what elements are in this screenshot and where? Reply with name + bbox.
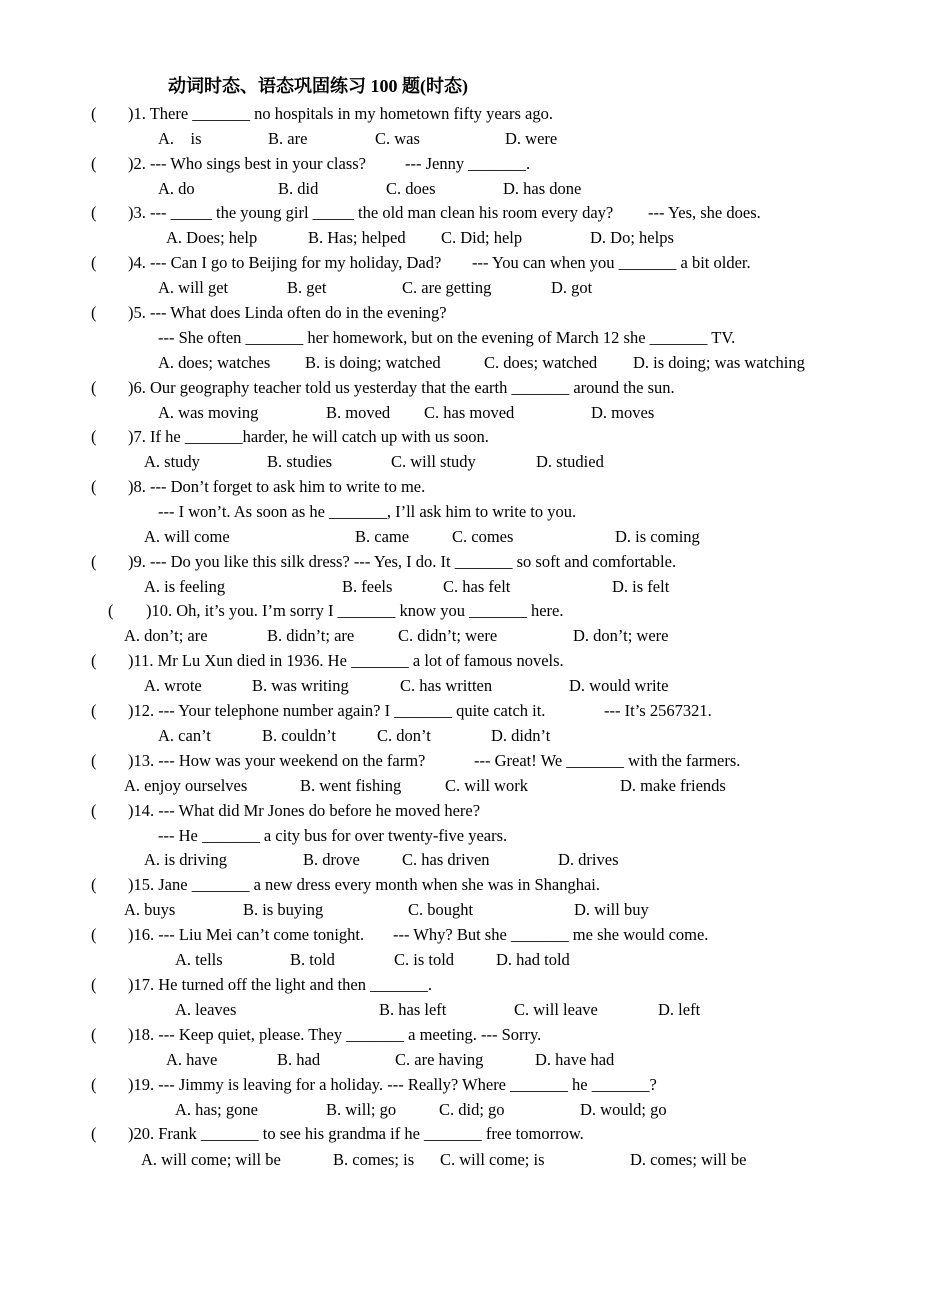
question-number: 10.: [151, 601, 173, 620]
answer-bracket-open: (: [91, 1025, 97, 1044]
question-5-text: [128, 303, 447, 323]
option-b: B. came: [355, 527, 410, 546]
question-3: [0, 203, 950, 223]
question-18-options: [0, 1050, 950, 1070]
option-a: A. study: [144, 452, 200, 471]
question-10-text: [146, 601, 564, 621]
question-stem: --- Jimmy is leaving for a holiday. --- Really? Where _______ he _______?: [158, 1075, 657, 1094]
question-11: [0, 651, 950, 671]
option-d: D. studied: [536, 452, 604, 471]
question-14-options: [0, 850, 950, 870]
option-b: B. studies: [267, 452, 333, 471]
option-a: A. will come; will be: [141, 1150, 281, 1169]
option-c: C. don’t: [377, 726, 431, 745]
answer-bracket-close: ): [128, 303, 134, 322]
option-d: D. would; go: [580, 1100, 667, 1119]
question-number: 3.: [133, 203, 146, 222]
option-b: B. had: [277, 1050, 321, 1069]
option-a: A. is driving: [144, 850, 227, 869]
option-b: B. get: [287, 278, 327, 297]
question-4: [0, 253, 950, 273]
option-d: D. left: [658, 1000, 701, 1019]
question-stem-reply: --- You can when you _______ a bit older.: [472, 253, 751, 272]
question-20-text: [128, 1124, 584, 1144]
option-b: B. Has; helped: [308, 228, 406, 247]
question-3-text: [128, 203, 613, 223]
option-a: A. buys: [124, 900, 176, 919]
question-stem: --- What does Linda often do in the evening?: [150, 303, 447, 322]
option-d: D. got: [551, 278, 593, 297]
option-a: A. leaves: [175, 1000, 237, 1019]
question-number: 1.: [133, 104, 146, 123]
answer-bracket-close: ): [128, 1075, 134, 1094]
question-3-options: [0, 228, 950, 248]
question-2-options: [0, 179, 950, 199]
question-14-continuation: [0, 826, 950, 846]
question-9: [0, 552, 950, 572]
answer-bracket-close: ): [128, 253, 134, 272]
option-b: B. are: [268, 129, 308, 148]
option-a: A. will get: [158, 278, 229, 297]
question-19-text: [128, 1075, 657, 1095]
option-b: B. didn’t; are: [267, 626, 355, 645]
option-b: B. feels: [342, 577, 393, 596]
answer-bracket-close: ): [128, 477, 134, 496]
option-c: C. Did; help: [441, 228, 523, 247]
question-12-text: [128, 701, 545, 721]
option-a: A. wrote: [144, 676, 202, 695]
option-d: D. didn’t: [491, 726, 551, 745]
question-14: [0, 801, 950, 821]
answer-bracket-open: (: [91, 154, 97, 173]
option-b: B. moved: [326, 403, 391, 422]
answer-bracket-open: (: [91, 1124, 97, 1143]
question-number: 18.: [133, 1025, 155, 1044]
answer-bracket-open: (: [91, 104, 97, 123]
question-stem-reply: --- It’s 2567321.: [604, 701, 712, 720]
question-18-text: [128, 1025, 541, 1045]
option-d: D. is coming: [615, 527, 700, 546]
answer-bracket-open: (: [91, 477, 97, 496]
question-stem-continuation: --- I won’t. As soon as he _______, I’ll ask him to write to you.: [158, 502, 577, 521]
option-a: A. do: [158, 179, 195, 198]
question-10: [0, 601, 950, 621]
question-19: [0, 1075, 950, 1095]
question-stem: --- What did Mr Jones do before he moved here?: [158, 801, 481, 820]
question-stem: Frank _______ to see his grandma if he _______ free tomorrow.: [158, 1124, 584, 1143]
question-stem-reply: --- Jenny _______.: [405, 154, 531, 173]
option-c: C. will work: [445, 776, 528, 795]
question-2-text: [128, 154, 366, 174]
option-b: B. told: [290, 950, 335, 969]
question-stem: --- Liu Mei can’t come tonight.: [158, 925, 365, 944]
answer-bracket-open: (: [91, 751, 97, 770]
question-7: [0, 427, 950, 447]
answer-bracket-open: (: [91, 203, 97, 222]
answer-bracket-open: (: [91, 552, 97, 571]
option-c: C. was: [375, 129, 420, 148]
question-16: [0, 925, 950, 945]
option-a: A. will come: [144, 527, 230, 546]
answer-bracket-close: ): [128, 801, 134, 820]
question-9-options: [0, 577, 950, 597]
option-b: B. couldn’t: [262, 726, 336, 745]
question-13-text: [128, 751, 425, 771]
option-d: D. is felt: [612, 577, 670, 596]
option-d: D. Do; helps: [590, 228, 674, 247]
question-2: [0, 154, 950, 174]
option-c: C. does: [386, 179, 436, 198]
option-d: D. would write: [569, 676, 669, 695]
question-15-options: [0, 900, 950, 920]
question-number: 16.: [133, 925, 155, 944]
question-9-text: [128, 552, 676, 572]
option-c: C. has moved: [424, 403, 515, 422]
option-a: A. is feeling: [144, 577, 226, 596]
question-number: 9.: [133, 552, 146, 571]
question-8-continuation: [0, 502, 950, 522]
question-7-text: [128, 427, 489, 447]
question-number: 15.: [133, 875, 155, 894]
question-14-text: [128, 801, 480, 821]
option-a: A. enjoy ourselves: [124, 776, 248, 795]
question-8-options: [0, 527, 950, 547]
question-number: 4.: [133, 253, 146, 272]
option-a: A. has; gone: [175, 1100, 258, 1119]
question-number: 11.: [133, 651, 154, 670]
option-d: D. drives: [558, 850, 619, 869]
option-b: B. has left: [379, 1000, 447, 1019]
question-15-text: [128, 875, 600, 895]
question-stem: Our geography teacher told us yesterday that the earth _______ around the sun.: [150, 378, 675, 397]
option-b: B. did: [278, 179, 319, 198]
option-c: C. will study: [391, 452, 476, 471]
answer-bracket-close: ): [128, 751, 134, 770]
answer-bracket-close: ): [128, 1025, 134, 1044]
question-number: 2.: [133, 154, 146, 173]
question-5-continuation: [0, 328, 950, 348]
option-a: A. does; watches: [158, 353, 271, 372]
answer-bracket-close: ): [128, 925, 134, 944]
answer-bracket-open: (: [91, 303, 97, 322]
question-stem: --- Who sings best in your class?: [150, 154, 366, 173]
answer-bracket-close: ): [128, 378, 134, 397]
option-d: D. moves: [591, 403, 655, 422]
option-d: D. comes; will be: [630, 1150, 747, 1169]
question-10-options: [0, 626, 950, 646]
question-stem: There _______ no hospitals in my hometown fifty years ago.: [149, 104, 553, 123]
option-d: D. is doing; was watching: [633, 353, 805, 372]
question-number: 8.: [133, 477, 146, 496]
question-16-options: [0, 950, 950, 970]
option-b: B. went fishing: [300, 776, 402, 795]
option-c: C. comes: [452, 527, 514, 546]
question-20-options: [0, 1150, 950, 1170]
question-13: [0, 751, 950, 771]
option-c: C. bought: [408, 900, 474, 919]
option-b: B. was writing: [252, 676, 349, 695]
question-stem: Oh, it’s you. I’m sorry I _______ know you _______ here.: [176, 601, 564, 620]
question-stem: Mr Lu Xun died in 1936. He _______ a lot of famous novels.: [157, 651, 564, 670]
option-b: B. is doing; watched: [305, 353, 441, 372]
question-1-text: [128, 104, 553, 124]
option-c: C. will leave: [514, 1000, 598, 1019]
question-number: 20.: [133, 1124, 155, 1143]
option-c: C. didn’t; were: [398, 626, 498, 645]
question-stem: --- Do you like this silk dress? --- Yes, I do. It _______ so soft and comfortable.: [150, 552, 677, 571]
answer-bracket-open: (: [91, 253, 97, 272]
answer-bracket-open: (: [91, 925, 97, 944]
answer-bracket-close: ): [128, 975, 134, 994]
question-12: [0, 701, 950, 721]
answer-bracket-open: (: [91, 875, 97, 894]
option-b: B. is buying: [243, 900, 324, 919]
option-a: A. have: [166, 1050, 218, 1069]
question-8: [0, 477, 950, 497]
answer-bracket-open: (: [91, 651, 97, 670]
question-12-options: [0, 726, 950, 746]
question-stem-continuation: --- He _______ a city bus for over twenty-five years.: [158, 826, 508, 845]
question-stem: He turned off the light and then _______.: [158, 975, 432, 994]
option-c: C. are having: [395, 1050, 484, 1069]
answer-bracket-close: ): [128, 651, 134, 670]
question-6-options: [0, 403, 950, 423]
question-19-options: [0, 1100, 950, 1120]
question-stem-reply: --- Great! We _______ with the farmers.: [474, 751, 741, 770]
question-stem: --- Keep quiet, please. They _______ a meeting. --- Sorry.: [158, 1025, 542, 1044]
answer-bracket-open: (: [108, 601, 114, 620]
question-number: 7.: [133, 427, 146, 446]
question-number: 12.: [133, 701, 155, 720]
answer-bracket-close: ): [146, 601, 152, 620]
question-7-options: [0, 452, 950, 472]
option-d: D. make friends: [620, 776, 726, 795]
answer-bracket-close: ): [128, 875, 134, 894]
question-5-options: [0, 353, 950, 373]
answer-bracket-close: ): [128, 552, 134, 571]
option-c: C. is told: [394, 950, 455, 969]
question-15: [0, 875, 950, 895]
question-stem: If he _______harder, he will catch up with us soon.: [150, 427, 489, 446]
question-stem-continuation: --- She often _______ her homework, but on the evening of March 12 she _______ TV.: [158, 328, 736, 347]
question-stem-reply: --- Yes, she does.: [648, 203, 761, 222]
answer-bracket-close: ): [128, 203, 134, 222]
answer-bracket-open: (: [91, 801, 97, 820]
question-1-options: [0, 129, 950, 149]
question-6: [0, 378, 950, 398]
question-stem: --- How was your weekend on the farm?: [158, 751, 426, 770]
option-a: A. was moving: [158, 403, 259, 422]
answer-bracket-close: ): [128, 104, 134, 123]
option-d: D. had told: [496, 950, 570, 969]
answer-bracket-open: (: [91, 427, 97, 446]
option-a: A. can’t: [158, 726, 211, 745]
answer-bracket-close: ): [128, 1124, 134, 1143]
answer-bracket-open: (: [91, 1075, 97, 1094]
question-4-text: [128, 253, 441, 273]
answer-bracket-open: (: [91, 378, 97, 397]
option-b: B. will; go: [326, 1100, 397, 1119]
question-stem: --- _____ the young girl _____ the old man clean his room every day?: [150, 203, 614, 222]
option-c: C. are getting: [402, 278, 492, 297]
option-a: A. tells: [175, 950, 223, 969]
option-c: C. has written: [400, 676, 493, 695]
question-1: [0, 104, 950, 124]
option-c: C. did; go: [439, 1100, 505, 1119]
option-c: C. does; watched: [484, 353, 598, 372]
question-13-options: [0, 776, 950, 796]
option-c: C. has driven: [402, 850, 490, 869]
option-a: A. Does; help: [166, 228, 258, 247]
option-c: C. has felt: [443, 577, 511, 596]
question-number: 14.: [133, 801, 155, 820]
option-b: B. drove: [303, 850, 360, 869]
option-d: D. have had: [535, 1050, 615, 1069]
question-6-text: [128, 378, 675, 398]
question-16-text: [128, 925, 364, 945]
question-5: [0, 303, 950, 323]
answer-bracket-open: (: [91, 975, 97, 994]
answer-bracket-close: ): [128, 154, 134, 173]
question-stem: Jane _______ a new dress every month when she was in Shanghai.: [158, 875, 600, 894]
option-d: D. will buy: [574, 900, 649, 919]
answer-bracket-close: ): [128, 427, 134, 446]
question-4-options: [0, 278, 950, 298]
option-b: B. comes; is: [333, 1150, 415, 1169]
question-number: 13.: [133, 751, 155, 770]
question-11-text: [128, 651, 564, 671]
question-stem: --- Can I go to Beijing for my holiday, Dad?: [150, 253, 442, 272]
question-17: [0, 975, 950, 995]
question-number: 17.: [133, 975, 155, 994]
question-17-text: [128, 975, 432, 995]
question-18: [0, 1025, 950, 1045]
question-17-options: [0, 1000, 950, 1020]
question-11-options: [0, 676, 950, 696]
question-number: 5.: [133, 303, 146, 322]
option-a: A. is: [158, 129, 202, 148]
question-number: 6.: [133, 378, 146, 397]
answer-bracket-close: ): [128, 701, 134, 720]
option-d: D. don’t; were: [573, 626, 669, 645]
question-8-text: [128, 477, 425, 497]
question-stem-reply: --- Why? But she _______ me she would come.: [393, 925, 709, 944]
question-stem: --- Your telephone number again? I _______ quite catch it.: [158, 701, 546, 720]
option-a: A. don’t; are: [124, 626, 208, 645]
question-stem: --- Don’t forget to ask him to write to me.: [150, 477, 426, 496]
answer-bracket-open: (: [91, 701, 97, 720]
option-c: C. will come; is: [440, 1150, 545, 1169]
option-d: D. has done: [503, 179, 582, 198]
option-d: D. were: [505, 129, 558, 148]
question-number: 19.: [133, 1075, 155, 1094]
question-20: [0, 1124, 950, 1144]
page-title: 动词时态、语态巩固练习 100 题(时态): [168, 76, 468, 96]
